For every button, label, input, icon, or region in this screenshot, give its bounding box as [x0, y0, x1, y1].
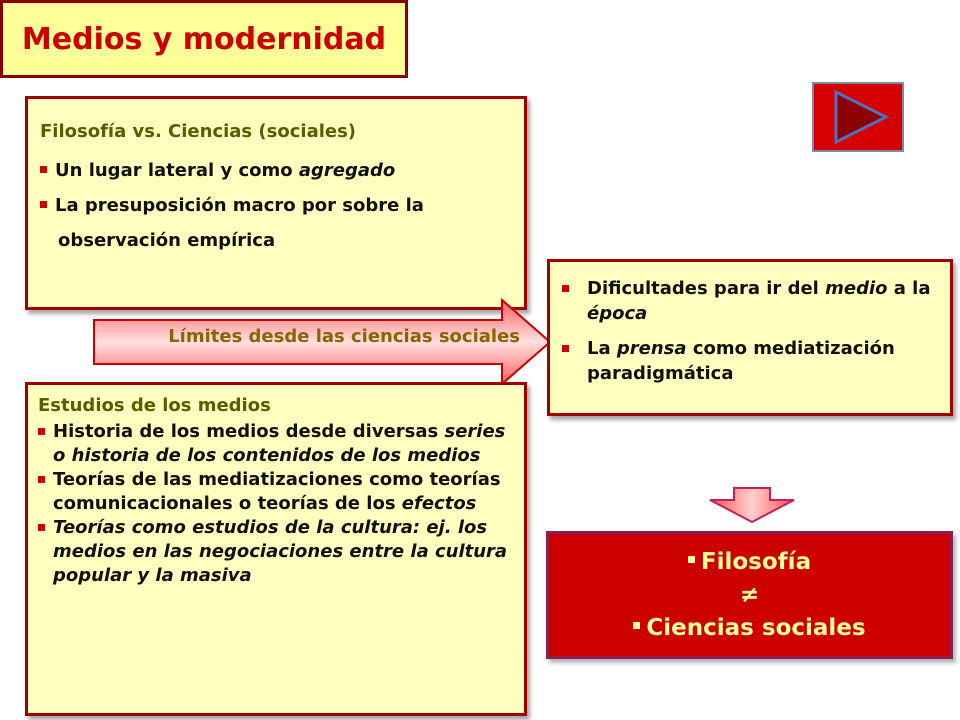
filosofia-heading: Filosofía vs. Ciencias (sociales)	[40, 121, 357, 142]
list-item	[40, 195, 524, 216]
list-item-text: como mediatización paradigmática	[587, 338, 895, 384]
bullet-square-icon	[633, 622, 640, 629]
list-item	[562, 276, 940, 326]
list-item-emphasis: series o historia de los contenidos de los medios	[53, 421, 506, 466]
arrow-label: Límites desde las ciencias sociales	[168, 326, 520, 347]
list-item-emphasis: prensa	[616, 338, 687, 359]
conclusion-text: Ciencias sociales	[646, 615, 866, 641]
down-arrow-shape	[706, 486, 798, 524]
list-item	[38, 516, 516, 588]
list-item-emphasis: época	[587, 303, 648, 324]
conclusion-line	[549, 546, 950, 579]
conclusion-box	[546, 531, 953, 659]
list-item	[38, 468, 516, 516]
next-slide-button[interactable]	[812, 82, 904, 152]
bullet-square-icon	[38, 428, 45, 435]
list-item-text: Un lugar lateral y como	[55, 160, 299, 181]
list-item-emphasis: Teorías como estudios de la cultura: ej. los medios en las negociaciones entre la cultura popular y la masiva	[53, 517, 508, 586]
page-title: Medios y modernidad	[21, 21, 387, 57]
bullet-square-icon	[688, 556, 695, 563]
list-item-text: La	[587, 338, 617, 359]
bullet-square-icon	[38, 476, 45, 483]
list-item-text: a la	[887, 278, 931, 299]
list-item	[562, 336, 940, 386]
bullet-square-icon	[562, 345, 569, 352]
list-item	[38, 420, 516, 468]
estudios-box	[25, 382, 527, 716]
bullet-square-icon	[562, 285, 569, 292]
bullet-square-icon	[38, 524, 45, 531]
not-equal-sign: ≠	[739, 582, 760, 608]
list-item-emphasis: medio	[825, 278, 888, 299]
list-item	[40, 160, 524, 181]
conclusion-line	[549, 612, 950, 645]
filosofia-box	[25, 96, 527, 310]
bullet-square-icon	[40, 166, 47, 173]
list-item-text: Historia de los medios desde diversas	[53, 421, 445, 442]
title-box	[0, 0, 408, 78]
list-item-text: Teorías de las mediatizaciones como teorías comunicacionales o teorías de los	[53, 469, 501, 514]
estudios-heading: Estudios de los medios	[38, 395, 271, 416]
list-item-text: La presuposición macro por sobre la	[55, 195, 424, 216]
bullet-square-icon	[40, 201, 47, 208]
list-item-continuation: observación empírica	[58, 230, 276, 251]
conclusion-text: Filosofía	[700, 549, 812, 575]
list-item-emphasis: efectos	[401, 493, 477, 514]
list-item-emphasis: agregado	[298, 160, 396, 181]
list-item-text: Dificultades para ir del	[587, 278, 826, 299]
dificultades-box	[547, 259, 953, 416]
play-triangle-icon	[814, 84, 902, 150]
